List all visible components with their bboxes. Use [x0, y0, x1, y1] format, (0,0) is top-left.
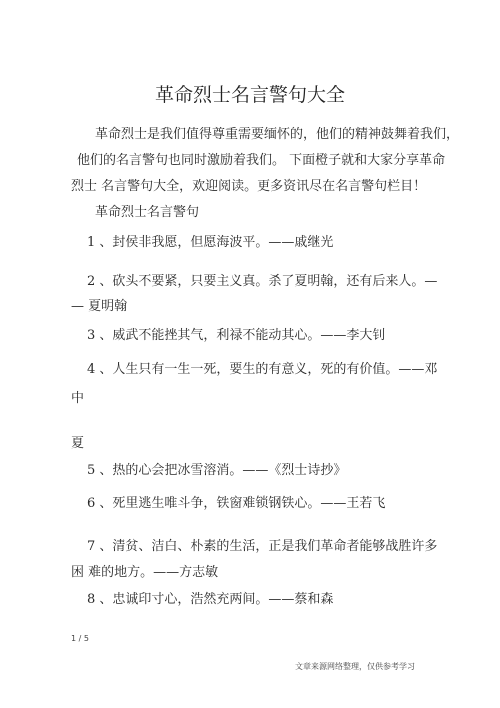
quote-1: 1 、封侯非我愿，但愿海波平。——戚继光 [87, 235, 334, 250]
section-subtitle: 革命烈士名言警句 [95, 205, 200, 220]
intro-line-3: 烈士 名言警句大全，欢迎阅读。更多资讯尽在名言警句栏目！ [71, 179, 427, 194]
quote-3: 3 、威武不能挫其气，利禄不能动其心。——李大钊 [87, 328, 386, 343]
page-number: 1 / 5 [71, 634, 89, 643]
quote-7-line-2: 困 难的地方。——方志敏 [71, 565, 219, 580]
quote-8: 8 、忠诚印寸心，浩然充两间。——蔡和森 [87, 592, 334, 607]
quote-5: 5 、热的心会把冰雪溶消。——《烈士诗抄》 [87, 463, 347, 478]
quote-2-line-2: — 夏明翰 [71, 299, 128, 314]
quote-4-line-2: 中 [71, 391, 85, 406]
intro-line-1: 革命烈士是我们值得尊重需要缅怀的，他们的精神鼓舞着我们， [95, 127, 460, 142]
quote-4-line-3: 夏 [71, 436, 85, 451]
intro-line-2: 他们的名言警句也同时激励着我们。 下面橙子就和大家分享革命 [77, 153, 446, 168]
quote-2-line-1: 2 、砍头不要紧，只要主义真。杀了夏明翰，还有后来人。— [87, 274, 438, 289]
footer-note: 文章来源网络整理，仅供参考学习 [295, 662, 415, 671]
quote-4-line-1: 4 、人生只有一生一死，要生的有意义，死的有价值。——邓 [87, 362, 438, 377]
quote-7-line-1: 7 、清贫、洁白、朴素的生活，正是我们革命者能够战胜许多 [87, 539, 438, 554]
quote-6: 6 、死里逃生唯斗争，铁窗难锁钢铁心。——王若飞 [87, 496, 386, 511]
document-title: 革命烈士名言警句大全 [154, 84, 345, 106]
